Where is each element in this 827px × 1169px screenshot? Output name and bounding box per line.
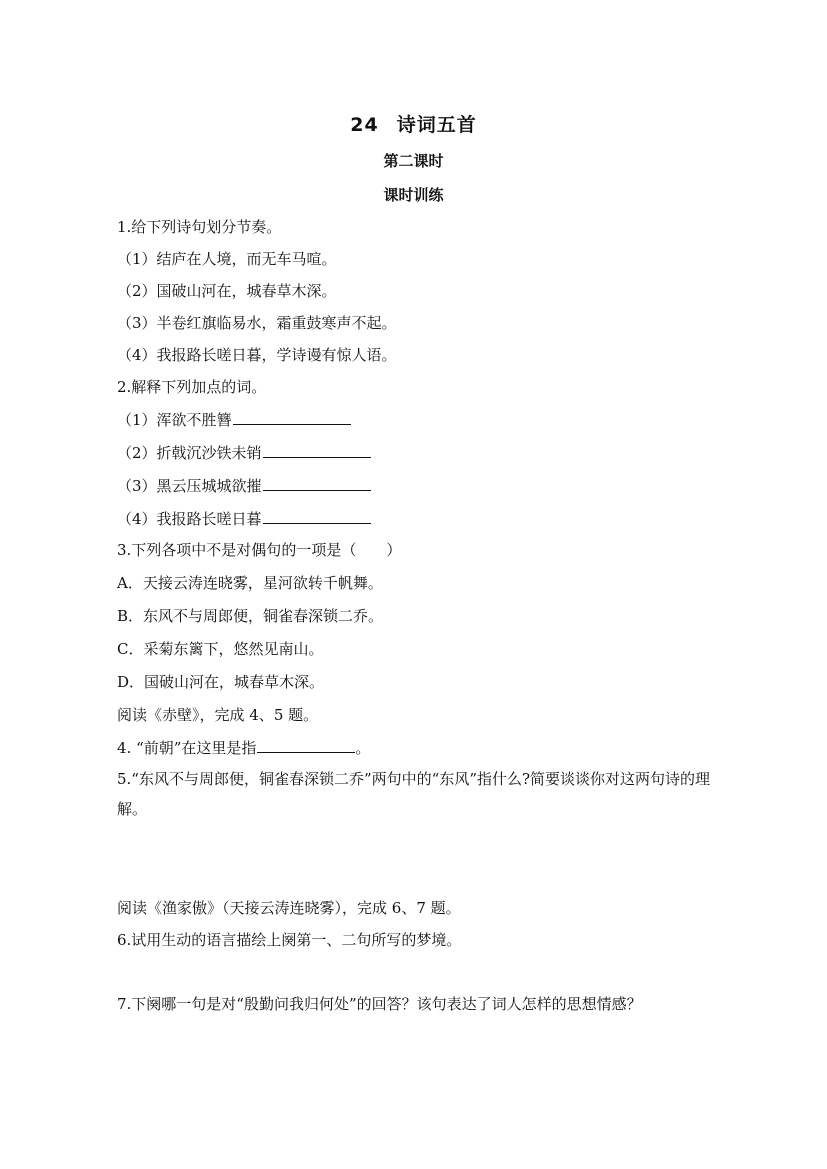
q7-prompt: 7.下阕哪一句是对“殷勤问我归何处”的回答？该句表达了词人怎样的思想情感？ — [117, 995, 642, 1013]
q2-item-2: （2）折戟沉沙铁未销 — [117, 444, 262, 462]
q5-prompt: 5.“东风不与周郎便，铜雀春深锁二乔”两句中的“东风”指什么?简要谈谈你对这两句诗的理解。 — [117, 770, 711, 818]
q4-prompt: 4. “前朝”在这里是指 — [117, 739, 257, 757]
reading-instruction-1: 阅读《赤壁》，完成 4、5 题。 — [117, 706, 319, 724]
q3-prompt: 3.下列各项中不是对偶句的一项是（ ） — [117, 541, 402, 559]
q2-row-4 — [117, 509, 371, 529]
answer-blank[interactable] — [233, 410, 351, 425]
q2-row-3 — [117, 476, 371, 496]
q1-item-1: （1）结庐在人境，而无车马喧。 — [117, 250, 337, 268]
q3-option-c: C．采菊东篱下，悠然见南山。 — [117, 640, 324, 658]
answer-blank[interactable] — [263, 509, 371, 524]
lesson-title: 诗词五首 — [396, 114, 477, 136]
q1-prompt: 1.给下列诗句划分节奏。 — [117, 218, 282, 236]
q1-item-4: （4）我报路长嗟日暮，学诗谩有惊人语。 — [117, 346, 397, 364]
q6-prompt: 6.试用生动的语言描绘上阕第一、二句所写的梦境。 — [117, 931, 462, 949]
section-heading: 课时训练 — [383, 186, 444, 204]
q3-option-b: B．东风不与周郎便，铜雀春深锁二乔。 — [117, 607, 384, 625]
q2-item-1: （1）浑欲不胜簪 — [117, 411, 232, 429]
q2-prompt: 2.解释下列加点的词。 — [117, 378, 267, 396]
q3-option-a: A．天接云涛连晓雾，星河欲转千帆舞。 — [117, 574, 383, 592]
q1-item-3: （3）半卷红旗临易水，霜重鼓寒声不起。 — [117, 314, 397, 332]
q1-item-2: （2）国破山河在，城春草木深。 — [117, 282, 337, 300]
lesson-subtitle: 第二课时 — [383, 152, 444, 170]
q2-row-2 — [117, 443, 371, 463]
answer-blank[interactable] — [263, 443, 371, 458]
q2-item-4: （4）我报路长嗟日暮 — [117, 510, 262, 528]
q2-row-1 — [117, 410, 351, 430]
lesson-number: 24 — [350, 114, 379, 136]
answer-blank[interactable] — [257, 738, 355, 753]
q4-row — [117, 738, 370, 758]
page-title — [0, 110, 827, 137]
q3-option-d: D．国破山河在，城春草木深。 — [117, 673, 325, 691]
q2-item-3: （3）黑云压城城欲摧 — [117, 477, 262, 495]
reading-instruction-2: 阅读《渔家傲》（天接云涛连晓雾），完成 6、7 题。 — [117, 899, 461, 917]
answer-blank[interactable] — [263, 476, 371, 491]
q4-end: 。 — [355, 739, 371, 757]
